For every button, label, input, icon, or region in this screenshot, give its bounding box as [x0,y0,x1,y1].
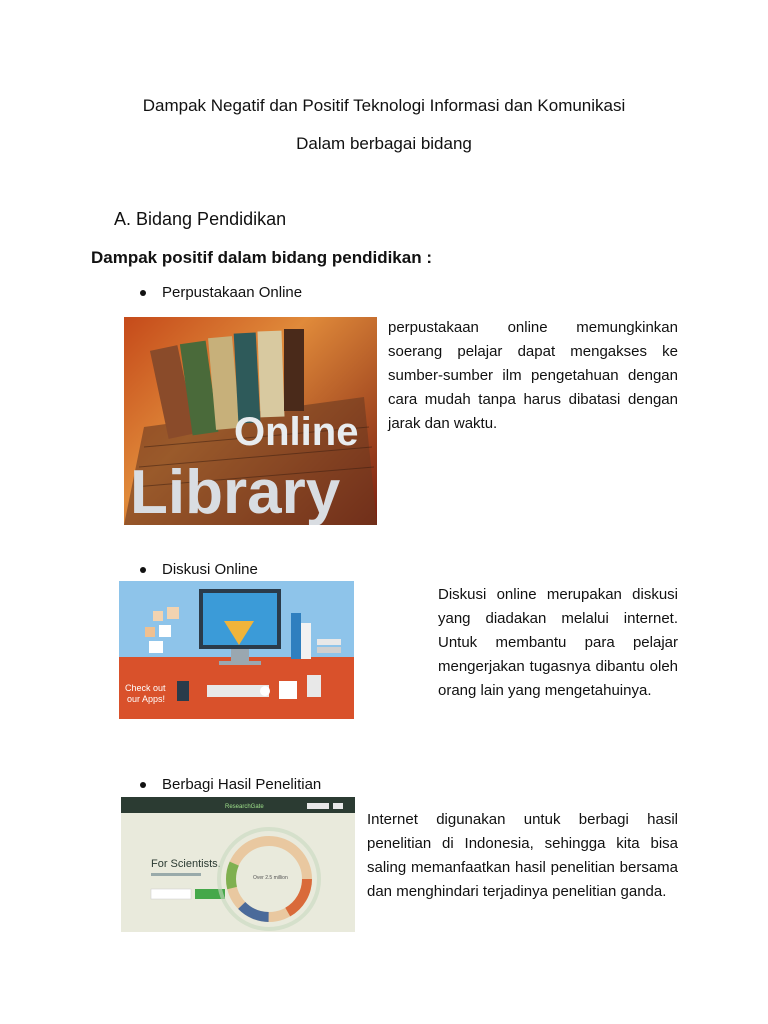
subheading: Dampak positif dalam bidang pendidikan : [91,248,432,267]
bullet-label: Perpustakaan Online [162,284,303,301]
bullet-item-online-discussion [140,561,258,578]
bullet-label: Diskusi Online [162,561,258,578]
check-out-text-graphic: Check out [125,683,166,693]
paragraph-online-discussion: Diskusi online merupakan diskusi yang diadakan melalui internet. Untuk membantu para pelajar mengerjakan tugasnya dibantu oleh orang lain yang mengetahuinya. [438,586,678,699]
bullet-dot-icon [140,290,146,296]
library-text-graphic: Library [130,458,341,525]
bullet-dot-icon [140,567,146,573]
research-sharing-image [121,797,355,932]
online-library-image [124,317,377,525]
document-title-line-1: Dampak Negatif dan Positif Teknologi Informasi dan Komunikasi [142,96,626,115]
online-discussion-image [119,581,354,719]
bullet-dot-icon [140,782,146,788]
document-title-line-2: Dalam berbagai bidang [296,134,472,153]
section-heading: A. Bidang Pendidikan [114,209,287,229]
online-text-graphic: Online [234,410,359,454]
bullet-item-online-library [140,284,302,301]
researchgate-logo-text: ResearchGate [225,804,264,810]
paragraph-online-library: perpustakaan online memungkinkan soerang pelajar dapat mengakses ke sumber-sumber ilm pengetahuan dengan cara mudah tanpa harus dibatasi dengan jarak dan waktu. [388,319,678,432]
bullet-label: Berbagi Hasil Penelitian [162,776,322,793]
for-scientists-text: For Scientists. [151,858,221,870]
paragraph-research-sharing: Internet digunakan untuk berbagi hasil penelitian di Indonesia, sehingga kita bisa saling memanfaatkan hasil penelitian bersama dan menghindari terjadinya penelitian ganda. [367,811,678,900]
over-million-text: Over 2.5 million [253,875,288,881]
bullet-item-research-sharing [140,776,321,793]
our-apps-text-graphic: our Apps! [127,694,166,704]
